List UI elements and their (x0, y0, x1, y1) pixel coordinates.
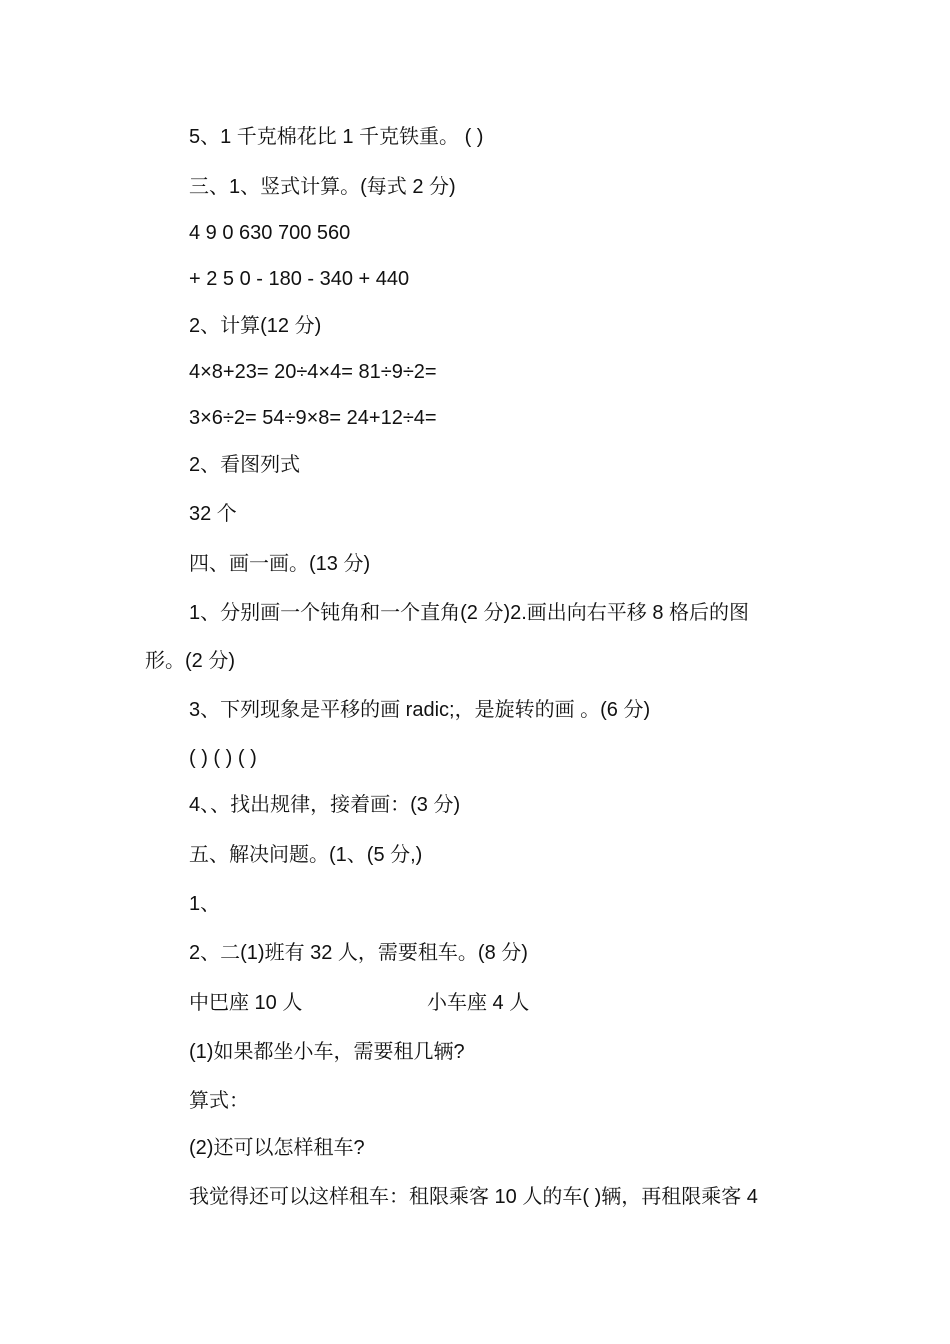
text-line: 32 个 (189, 503, 237, 525)
text-line: (2)还可以怎样租车? (189, 1137, 365, 1159)
section-heading: 四、画一画。(13 分) (189, 553, 371, 575)
text-line: 4×8+23= 20÷4×4= 81÷9÷2= (189, 361, 437, 383)
text-line: 2、二(1)班有 32 人，需要租车。(8 分) (189, 942, 528, 964)
text-line: 我觉得还可以这样租车：租限乘客 10 人的车( )辆，再租限乘客 4 (189, 1186, 758, 1208)
section-heading: 五、解决问题。(1、(5 分,) (189, 844, 423, 866)
text-line: 1、分别画一个钝角和一个直角(2 分)2.画出向右平移 8 格后的图 (189, 602, 750, 624)
text-line: ( ) ( ) ( ) (189, 747, 257, 769)
car-label: 小车座 4 人 (427, 992, 530, 1014)
text-line: 算式： (189, 1090, 249, 1112)
section-heading: 三、1、竖式计算。(每式 2 分) (189, 176, 456, 198)
text-line: 3、下列现象是平移的画 radic;，是旋转的画 。(6 分) (189, 699, 651, 721)
text-line: 5、1 千克棉花比 1 千克铁重。 ( ) (189, 126, 484, 148)
minibus-label: 中巴座 10 人 (189, 992, 303, 1014)
text-line (189, 990, 530, 1016)
text-line: 2、计算(12 分) (189, 315, 322, 337)
text-line: 2、看图列式 (189, 454, 301, 476)
text-line: 4 9 0 630 700 560 (189, 222, 351, 244)
text-line: 3×6÷2= 54÷9×8= 24+12÷4= (189, 407, 437, 429)
text-line: 1、 (189, 893, 221, 915)
text-line: (1)如果都坐小车，需要租几辆? (189, 1041, 465, 1063)
text-line: 形。(2 分) (145, 650, 235, 672)
text-line: 4、、找出规律，接着画：(3 分) (189, 794, 461, 816)
text-line: + 2 5 0 - 180 - 340 + 440 (189, 268, 410, 290)
